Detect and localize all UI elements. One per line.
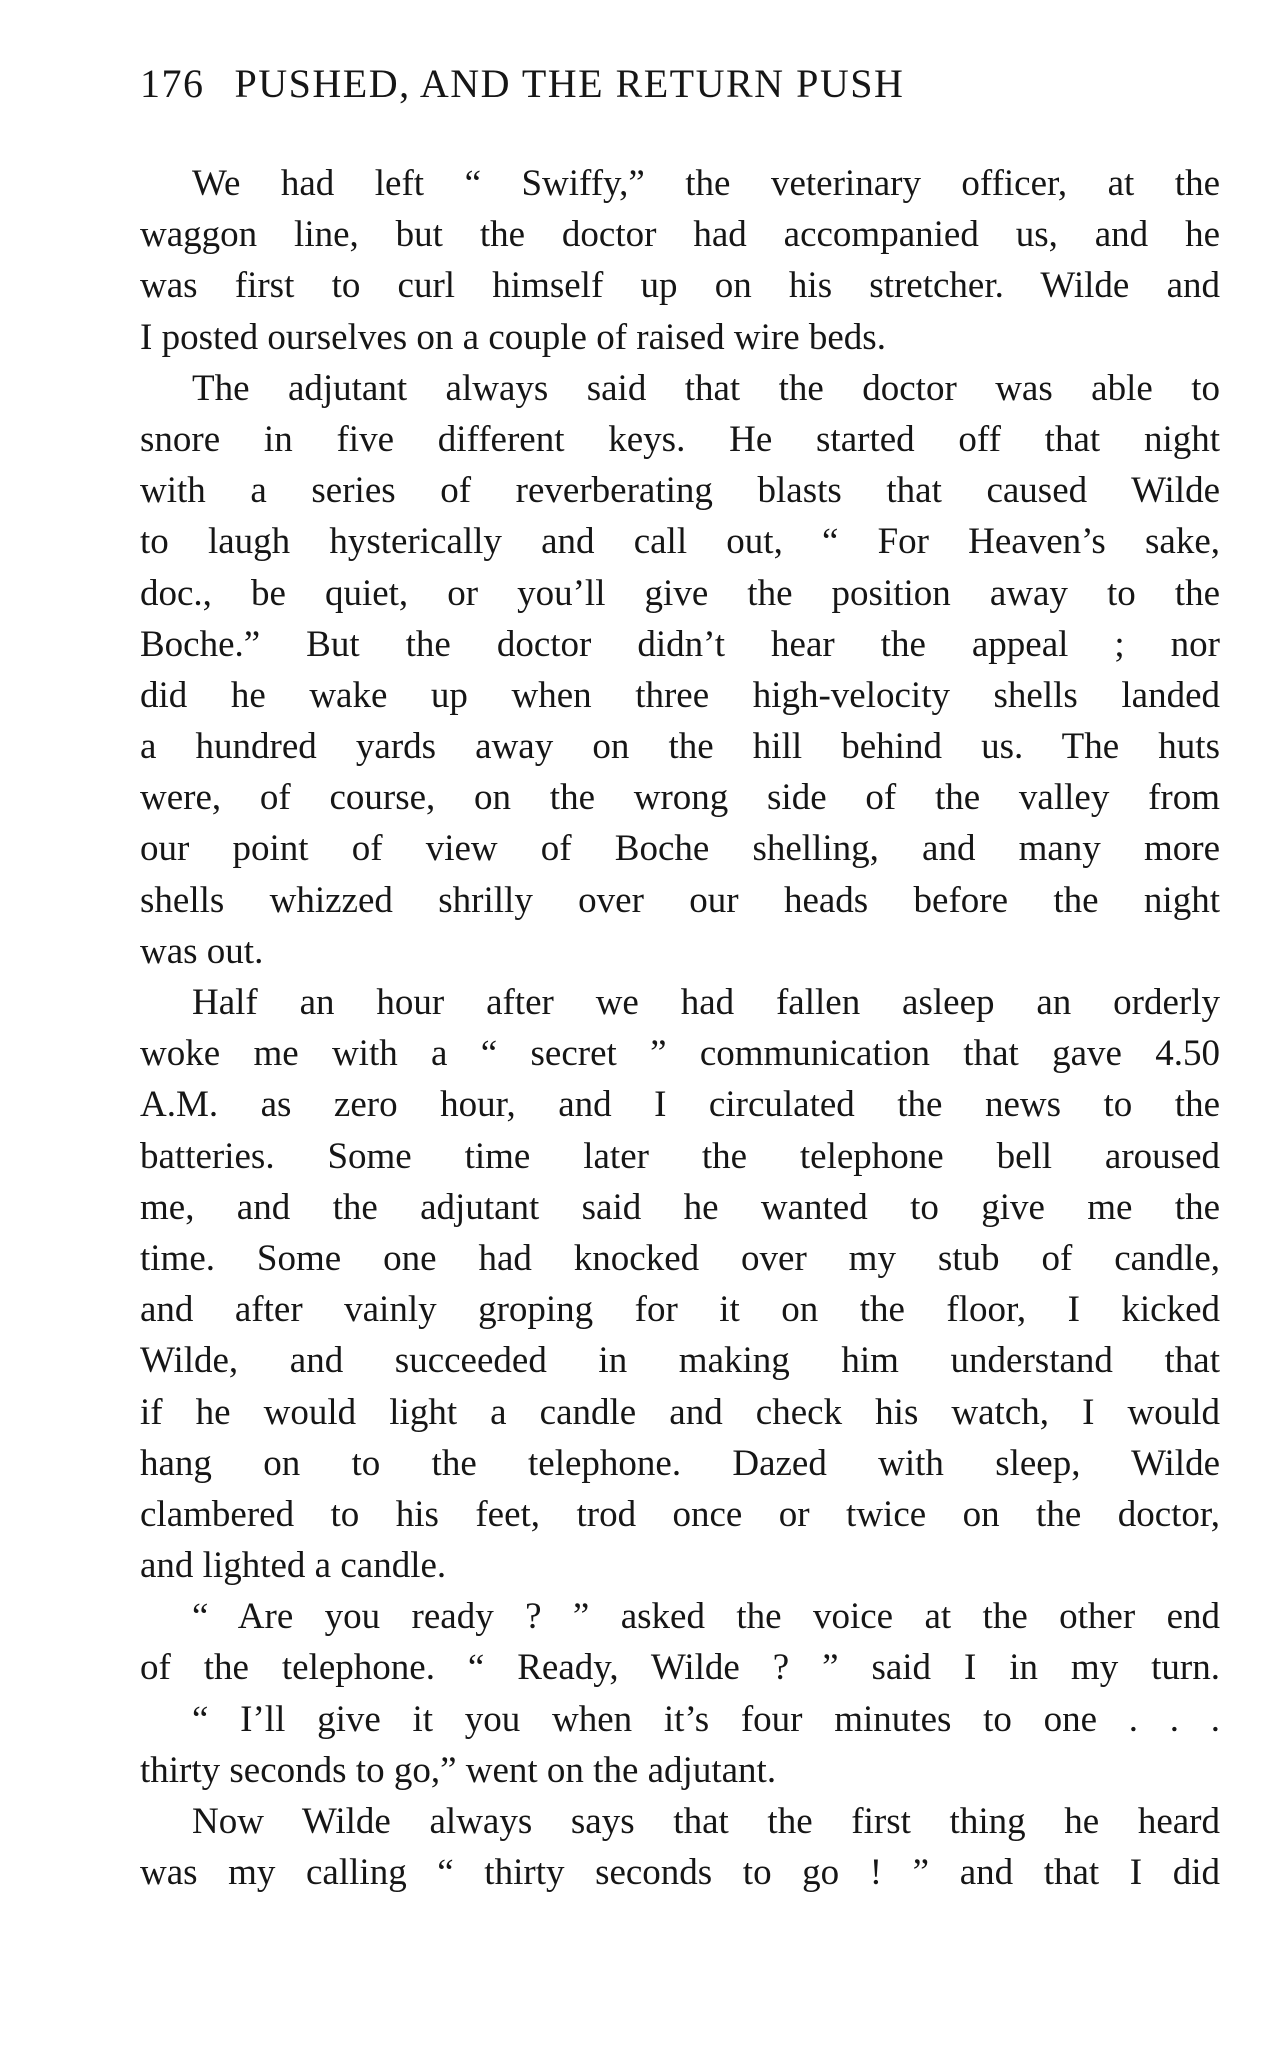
page-number: 176 bbox=[140, 61, 205, 106]
text-line: me, and the adjutant said he wanted to give me the bbox=[140, 1186, 1220, 1228]
text-line: hang on to the telephone. Dazed with sleep, Wilde bbox=[140, 1442, 1220, 1484]
text-line: “ I’ll give it you when it’s four minutes to one . . . bbox=[192, 1698, 1220, 1740]
text-line: time. Some one had knocked over my stub of candle, bbox=[140, 1237, 1220, 1279]
text-line: to laugh hysterically and call out, “ For Heaven’s sake, bbox=[140, 521, 1220, 563]
text-line: batteries. Some time later the telephone bell aroused bbox=[140, 1135, 1220, 1177]
text-line: shells whizzed shrilly over our heads before the night bbox=[140, 879, 1220, 921]
text-line: woke me with a “ secret ” communication that gave 4.50 bbox=[140, 1033, 1220, 1075]
text-line: and after vainly groping for it on the floor, I kicked bbox=[140, 1289, 1220, 1331]
text-line: were, of course, on the wrong side of the valley from bbox=[140, 777, 1220, 819]
text-line: I posted ourselves on a couple of raised wire beds. bbox=[140, 316, 886, 358]
text-line: Wilde, and succeeded in making him understand that bbox=[140, 1340, 1220, 1382]
text-line: The adjutant always said that the doctor was able to bbox=[192, 367, 1220, 409]
text-line: was out. bbox=[140, 930, 264, 972]
text-line: “ Are you ready ? ” asked the voice at the other end bbox=[192, 1596, 1220, 1638]
text-line: Half an hour after we had fallen asleep an orderly bbox=[192, 982, 1220, 1023]
text-line: with a series of reverberating blasts that caused Wilde bbox=[140, 470, 1220, 512]
text-line: thirty seconds to go,” went on the adjutant. bbox=[140, 1749, 777, 1791]
text-line: if he would light a candle and check his watch, I would bbox=[140, 1391, 1220, 1433]
text-line: Boche.” But the doctor didn’t hear the appeal ; nor bbox=[140, 623, 1220, 665]
body-text bbox=[140, 158, 1220, 1898]
text-line: was first to curl himself up on his stretcher. Wilde and bbox=[140, 265, 1220, 307]
text-line: and lighted a candle. bbox=[140, 1545, 447, 1587]
running-title: PUSHED, AND THE RETURN PUSH bbox=[234, 61, 905, 106]
text-line: our point of view of Boche shelling, and many more bbox=[140, 828, 1220, 870]
text-line: did he wake up when three high-velocity shells landed bbox=[140, 674, 1220, 716]
text-line: A.M. as zero hour, and I circulated the news to the bbox=[140, 1084, 1220, 1126]
text-line: clambered to his feet, trod once or twice on the doctor, bbox=[140, 1493, 1220, 1535]
text-line: waggon line, but the doctor had accompanied us, and he bbox=[140, 214, 1220, 256]
text-line: of the telephone. “ Ready, Wilde ? ” said I in my turn. bbox=[140, 1647, 1220, 1689]
text-line: snore in five different keys. He started off that night bbox=[140, 418, 1220, 460]
text-line: doc., be quiet, or you’ll give the position away to the bbox=[140, 572, 1220, 614]
running-head bbox=[140, 60, 1140, 124]
text-line: a hundred yards away on the hill behind us. The huts bbox=[140, 726, 1220, 768]
text-line: was my calling “ thirty seconds to go ! ” and that I did bbox=[140, 1852, 1220, 1894]
text-line: Now Wilde always says that the first thing he heard bbox=[192, 1801, 1220, 1842]
text-line: We had left “ Swiffy,” the veterinary officer, at the bbox=[192, 163, 1220, 204]
